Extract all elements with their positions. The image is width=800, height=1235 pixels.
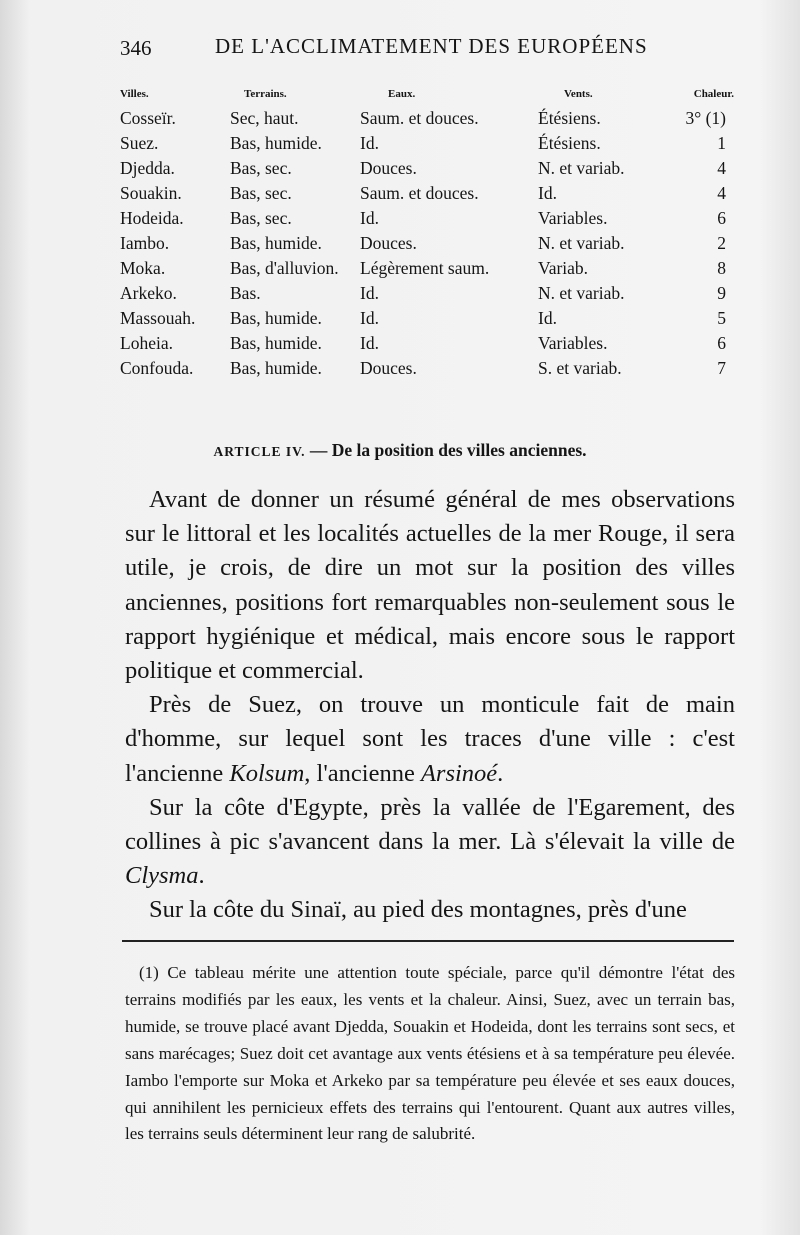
cell-terrain: Bas. (230, 283, 261, 303)
cell-chaleur: 6 (717, 333, 726, 353)
cell-chaleur: 9 (717, 283, 726, 303)
cell-eaux: Légèrement saum. (360, 258, 490, 278)
footnote-text: (1) Ce tableau mérite une attention toute spéciale, parce qu'il démontre l'état des terrains modifiés par les eaux, les vents et la chaleur. Ainsi, Suez, avec un terrain bas, humide, se trouve placé avant Djedda, Souakin et Hodeida, dont les terrains sont secs, et sans marécages; Suez doit cet avantage aux vents étésiens et à sa température peu élevée. Iambo l'emporte sur Moka et Arkeko par sa température peu élevée et ses eaux douces, qui annihilent les pernicieux effets des terrains qui l'entourent. Quant aux autres villes, les terrains seuls déterminent leur rang de salubrité. (125, 963, 735, 1144)
paragraph-text: Près de Suez, on trouve un monticule fait de main d'homme, sur lequel sont les traces d'une ville : c'est l'ancienne (125, 691, 735, 787)
footnote-divider (122, 940, 734, 942)
cell-eaux: Douces. (360, 233, 417, 253)
table-row (118, 208, 738, 233)
cell-vents: N. et variab. (538, 283, 625, 303)
paragraph-text: Sur la côte d'Egypte, près la vallée de l'Egarement, des collines à pic s'avancent dans la mer. Là s'élevait la ville de (125, 793, 735, 856)
table-row (118, 283, 738, 308)
cell-eaux: Id. (360, 133, 379, 153)
cell-ville: Confouda. (120, 358, 194, 378)
cell-terrain: Bas, humide. (230, 133, 322, 153)
column-header-villes: Villes. (120, 88, 149, 100)
cell-vents: S. et variab. (538, 358, 622, 378)
cell-chaleur: 1 (717, 133, 726, 153)
cell-ville: Souakin. (120, 183, 182, 203)
cell-terrain: Sec, haut. (230, 108, 299, 128)
cell-chaleur: 4 (717, 158, 726, 178)
cell-vents: Id. (538, 308, 557, 328)
cell-terrain: Bas, humide. (230, 233, 322, 253)
cell-vents: Variables. (538, 333, 608, 353)
table-row (118, 133, 738, 158)
cell-terrain: Bas, humide. (230, 308, 322, 328)
place-name-clysma: Clysma (125, 862, 199, 890)
cell-chaleur: 6 (717, 208, 726, 228)
main-text (125, 483, 735, 928)
cell-vents: Étésiens. (538, 108, 601, 128)
cell-ville: Suez. (120, 133, 159, 153)
cell-terrain: Bas, sec. (230, 208, 292, 228)
paragraph-text: . (198, 862, 205, 890)
cell-terrain: Bas, humide. (230, 333, 322, 353)
column-header-terrains: Terrains. (244, 88, 287, 100)
cell-vents: N. et variab. (538, 233, 625, 253)
cell-vents: Étésiens. (538, 133, 601, 153)
running-title: DE L'ACCLIMATEMENT DES EUROPÉENS (215, 34, 648, 58)
cell-ville: Massouah. (120, 308, 196, 328)
cell-ville: Loheia. (120, 333, 173, 353)
cell-chaleur: 8 (717, 258, 726, 278)
paragraph (125, 791, 735, 894)
article-title-text: — De la position des villes anciennes. (305, 440, 587, 460)
table-row (118, 183, 738, 208)
cell-eaux: Id. (360, 333, 379, 353)
paragraph-text: , l'ancienne (304, 759, 421, 787)
table-row (118, 258, 738, 283)
cell-eaux: Id. (360, 308, 379, 328)
table-row (118, 108, 738, 133)
footnote (125, 960, 735, 1148)
cell-eaux: Saum. et douces. (360, 183, 479, 203)
cell-terrain: Bas, sec. (230, 183, 292, 203)
cell-eaux: Douces. (360, 158, 417, 178)
article-label: ARTICLE IV. (213, 444, 306, 459)
paragraph-text: . (497, 759, 504, 787)
cell-vents: Variables. (538, 208, 608, 228)
cell-chaleur: 5 (717, 308, 726, 328)
cell-vents: Variab. (538, 258, 589, 278)
cell-vents: Id. (538, 183, 557, 203)
cell-chaleur: 7 (717, 358, 726, 378)
cell-eaux: Id. (360, 208, 379, 228)
table-row (118, 308, 738, 333)
cell-chaleur: 3° (1) (685, 108, 726, 128)
page-number: 346 (120, 36, 152, 60)
cell-chaleur: 2 (717, 233, 726, 253)
cell-eaux: Saum. et douces. (360, 108, 479, 128)
table-row (118, 333, 738, 358)
cell-terrain: Bas, sec. (230, 158, 292, 178)
place-name-kolsum: Kolsum (229, 759, 305, 787)
column-header-chaleur: Chaleur. (693, 88, 734, 100)
cell-terrain: Bas, d'alluvion. (230, 258, 339, 278)
article-heading (0, 440, 800, 461)
cell-ville: Djedda. (120, 158, 175, 178)
cell-eaux: Douces. (360, 358, 417, 378)
table-row (118, 358, 738, 383)
table-row (118, 158, 738, 183)
cell-chaleur: 4 (717, 183, 726, 203)
place-name-arsinoe: Arsinoé (420, 759, 498, 787)
cell-terrain: Bas, humide. (230, 358, 322, 378)
cell-ville: Cosseïr. (120, 108, 176, 128)
cell-vents: N. et variab. (538, 158, 625, 178)
cell-ville: Iambo. (120, 233, 170, 253)
column-header-eaux: Eaux. (388, 88, 416, 100)
cell-ville: Hodeida. (120, 208, 184, 228)
cell-eaux: Id. (360, 283, 379, 303)
paragraph: Sur la côte du Sinaï, au pied des montagnes, près d'une (149, 896, 687, 924)
table-header-row (118, 82, 738, 108)
page-header (120, 34, 740, 68)
column-header-vents: Vents. (564, 88, 593, 100)
table-row (118, 233, 738, 258)
climate-table (118, 82, 738, 383)
paragraph: Avant de donner un résumé général de mes observations sur le littoral et les localités actuelles de la mer Rouge, il sera utile, je crois, de dire un mot sur la position des villes anciennes, positions fort remarquables non-seulement sous le rapport hygiénique et médical, mais encore sous le rapport politique et commercial. (125, 486, 735, 685)
cell-ville: Moka. (120, 258, 166, 278)
paragraph (125, 688, 735, 791)
cell-ville: Arkeko. (120, 283, 177, 303)
